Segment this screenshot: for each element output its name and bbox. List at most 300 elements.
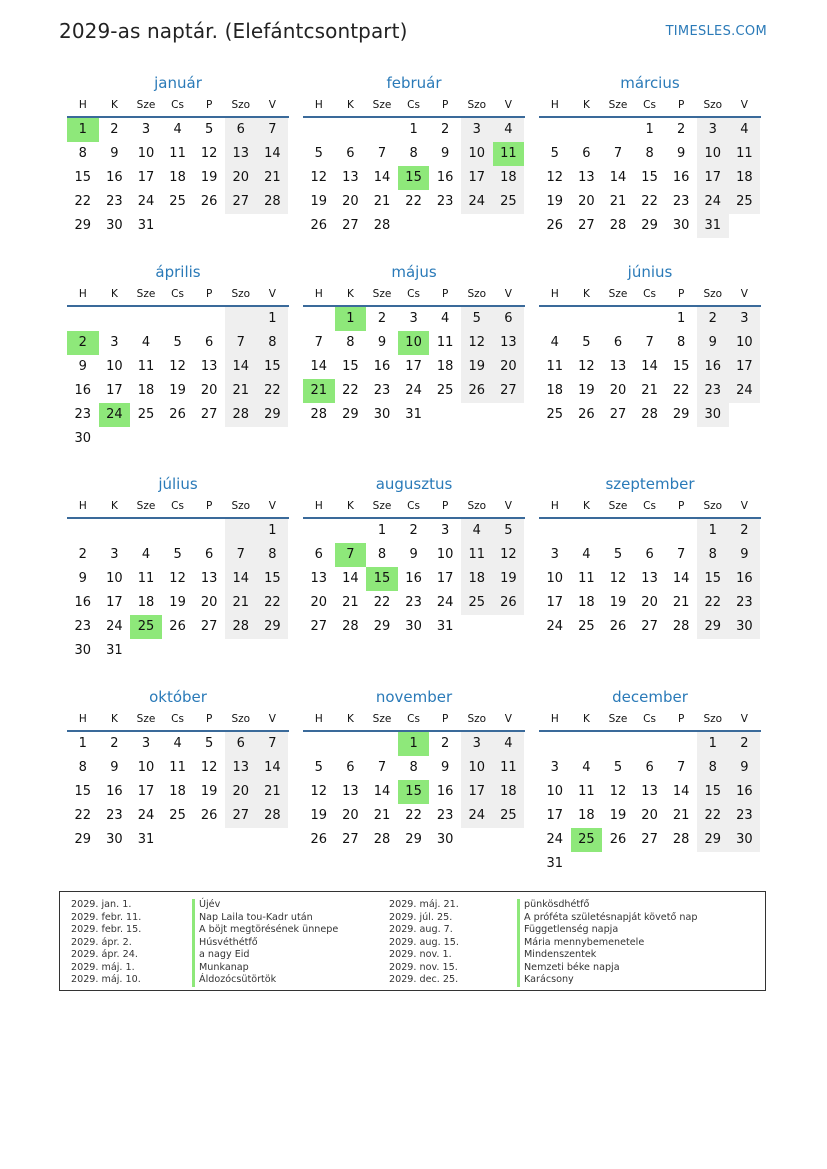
day-cell: 9 <box>377 335 387 350</box>
weekday-label: Cs <box>643 713 656 725</box>
day-cell: 1 <box>257 519 289 543</box>
day-cell: 11 <box>169 146 186 161</box>
day-cell: 5 <box>461 307 493 331</box>
day-cell: 15 <box>74 784 92 799</box>
day-cell: 4 <box>550 335 559 350</box>
day-cell: 27 <box>225 804 257 828</box>
day-cell: 4 <box>173 736 182 751</box>
day-cell: 3 <box>729 307 761 331</box>
weekday-label: Szo <box>467 713 487 725</box>
weekday-label: K <box>346 713 354 725</box>
day-cell: 23 <box>106 194 123 209</box>
legend-date: 2029. febr. 11. <box>71 911 142 923</box>
legend-date: 2029. aug. 15. <box>389 936 459 948</box>
day-cell: 23 <box>106 808 123 823</box>
day-cell: 9 <box>697 331 729 355</box>
weekday-label: P <box>206 713 213 725</box>
empty-cell <box>99 307 131 331</box>
empty-cell <box>193 307 225 331</box>
empty-cell <box>193 427 225 451</box>
day-cell: 22 <box>373 595 391 610</box>
day-cell: 10 <box>106 359 123 374</box>
weekday-label: Szo <box>703 99 723 111</box>
day-cell: 25 <box>169 194 186 209</box>
day-cell: 26 <box>310 218 328 233</box>
weekday-label: P <box>442 713 449 725</box>
day-cell: 10 <box>546 571 564 586</box>
weekday-label: Sze <box>136 500 156 512</box>
day-cell: 21 <box>342 595 359 610</box>
day-cell: 15 <box>672 359 690 374</box>
day-cell: 10 <box>546 784 564 799</box>
weekday-label: V <box>268 713 276 725</box>
day-cell: 6 <box>346 760 355 775</box>
day-cell: 12 <box>169 571 186 586</box>
day-cell: 29 <box>257 615 289 639</box>
empty-cell <box>303 118 335 142</box>
day-cell: 17 <box>461 780 493 804</box>
empty-cell <box>257 639 289 663</box>
day-cell: 26 <box>169 407 186 422</box>
weekday-label: P <box>678 500 685 512</box>
day-cell: 13 <box>493 331 525 355</box>
day-cell: 15 <box>641 170 658 185</box>
day-cell: 9 <box>729 756 761 780</box>
weekday-label: Szo <box>703 500 723 512</box>
day-cell: 20 <box>641 808 658 823</box>
month-name: július <box>158 475 198 493</box>
day-cell: 29 <box>257 403 289 427</box>
legend-date: 2029. ápr. 24. <box>71 949 138 960</box>
day-cell: 23 <box>74 407 92 422</box>
empty-cell <box>162 519 194 543</box>
empty-cell <box>130 307 162 331</box>
legend-holiday-name: Áldozócsütörtök <box>192 974 338 987</box>
day-cell: 23 <box>405 595 422 610</box>
weekday-label: V <box>740 500 748 512</box>
empty-cell <box>539 519 571 543</box>
day-cell: 15 <box>257 567 289 591</box>
day-cell: 3 <box>550 760 559 775</box>
day-cell: 1 <box>697 732 729 756</box>
day-cell: 17 <box>546 595 564 610</box>
weekday-label: V <box>504 500 512 512</box>
day-cell: 29 <box>405 832 422 847</box>
day-cell: 10 <box>461 756 493 780</box>
legend-holiday-name: A próféta születésnapját követő nap <box>517 912 697 925</box>
day-cell: 25 <box>493 804 525 828</box>
brand-link[interactable]: TIMESLES.COM <box>665 24 767 39</box>
empty-cell <box>634 519 666 543</box>
legend-date: 2029. nov. 15. <box>389 961 458 973</box>
day-grid <box>539 519 761 639</box>
empty-cell <box>130 639 162 663</box>
legend-holiday-name: Függetlenség napja <box>517 924 697 937</box>
weekday-label: Cs <box>643 99 656 111</box>
day-cell: 23 <box>729 591 761 615</box>
day-cell: 28 <box>672 832 690 847</box>
day-cell: 2 <box>441 736 450 751</box>
month-november <box>303 686 525 852</box>
weekday-label: Szo <box>467 288 487 300</box>
weekday-label: Sze <box>372 713 392 725</box>
day-cell: 29 <box>672 407 690 422</box>
day-cell: 16 <box>436 170 454 185</box>
weekday-header <box>539 94 761 118</box>
day-cell: 14 <box>672 571 690 586</box>
day-cell: 6 <box>225 118 257 142</box>
day-cell: 3 <box>441 523 450 538</box>
day-cell: 13 <box>200 359 218 374</box>
weekday-header <box>303 283 525 307</box>
day-cell: 30 <box>436 832 454 847</box>
empty-cell <box>130 427 162 451</box>
empty-cell <box>429 403 461 427</box>
day-cell: 27 <box>200 619 218 634</box>
day-cell: 24 <box>405 383 422 398</box>
day-cell: 28 <box>225 615 257 639</box>
day-cell: 13 <box>641 571 658 586</box>
empty-cell <box>257 214 289 238</box>
empty-cell <box>193 828 225 852</box>
day-cell: 5 <box>173 335 182 350</box>
weekday-label: Sze <box>608 288 628 300</box>
day-cell: 18 <box>493 166 525 190</box>
legend-holiday-name: Mária mennybemenetele <box>517 937 697 950</box>
day-cell: 24 <box>546 832 564 847</box>
day-cell: 13 <box>342 170 359 185</box>
weekday-label: H <box>78 713 87 725</box>
day-cell: 8 <box>78 146 87 161</box>
day-cell: 13 <box>578 170 595 185</box>
day-cell: 27 <box>641 832 658 847</box>
day-cell: 15 <box>398 166 430 190</box>
day-cell: 5 <box>493 519 525 543</box>
day-cell: 20 <box>225 780 257 804</box>
empty-cell <box>602 732 634 756</box>
empty-cell <box>225 639 257 663</box>
empty-cell <box>366 732 398 756</box>
legend-date: 2029. ápr. 2. <box>71 936 132 948</box>
day-cell: 2 <box>110 736 119 751</box>
empty-cell <box>303 519 335 543</box>
empty-cell <box>634 732 666 756</box>
empty-cell <box>665 519 697 543</box>
weekday-label: H <box>78 99 87 111</box>
empty-cell <box>225 214 257 238</box>
empty-cell <box>335 519 367 543</box>
weekday-label: V <box>268 500 276 512</box>
weekday-label: Cs <box>171 99 184 111</box>
day-cell: 17 <box>137 784 155 799</box>
day-cell: 6 <box>314 547 323 562</box>
weekday-label: Sze <box>372 288 392 300</box>
day-cell: 31 <box>137 832 155 847</box>
empty-cell <box>193 519 225 543</box>
day-cell: 9 <box>677 146 686 161</box>
day-cell: 11 <box>169 760 186 775</box>
weekday-label: Szo <box>703 713 723 725</box>
day-cell: 22 <box>342 383 359 398</box>
day-cell: 14 <box>641 359 658 374</box>
empty-cell <box>493 403 525 427</box>
day-cell: 27 <box>225 190 257 214</box>
empty-cell <box>193 214 225 238</box>
day-cell: 3 <box>110 547 119 562</box>
day-cell: 24 <box>137 194 155 209</box>
day-cell: 12 <box>546 170 564 185</box>
month-április <box>67 261 289 451</box>
weekday-label: Cs <box>171 288 184 300</box>
weekday-label: Cs <box>407 288 420 300</box>
day-cell: 5 <box>205 736 214 751</box>
day-grid <box>67 732 289 852</box>
day-cell: 21 <box>672 595 690 610</box>
day-cell: 28 <box>342 619 359 634</box>
day-cell: 18 <box>546 383 564 398</box>
month-március <box>539 72 761 238</box>
month-name: május <box>391 263 437 281</box>
day-cell: 8 <box>78 760 87 775</box>
day-cell: 5 <box>613 760 623 775</box>
weekday-label: V <box>740 99 748 111</box>
day-cell: 8 <box>677 335 686 350</box>
day-cell: 23 <box>436 194 454 209</box>
day-cell: 11 <box>493 756 525 780</box>
legend-holiday-name: a nagy Eid <box>192 949 338 962</box>
day-cell: 2 <box>377 311 387 326</box>
day-cell: 14 <box>373 170 391 185</box>
day-cell: 1 <box>697 519 729 543</box>
empty-cell <box>539 307 571 331</box>
weekday-label: H <box>550 288 559 300</box>
empty-cell <box>162 214 194 238</box>
legend-holiday-name: Nemzeti béke napja <box>517 962 697 975</box>
empty-cell <box>99 427 131 451</box>
day-cell: 30 <box>106 832 123 847</box>
day-cell: 8 <box>409 146 418 161</box>
day-cell: 25 <box>571 828 603 852</box>
day-cell: 7 <box>314 335 323 350</box>
day-cell: 5 <box>205 122 214 137</box>
empty-cell <box>130 519 162 543</box>
empty-cell <box>303 732 335 756</box>
day-cell: 24 <box>99 403 131 427</box>
weekday-label: Cs <box>643 500 656 512</box>
day-cell: 4 <box>461 519 493 543</box>
day-cell: 24 <box>436 595 454 610</box>
day-cell: 17 <box>461 166 493 190</box>
day-cell: 7 <box>677 760 686 775</box>
day-cell: 15 <box>697 567 729 591</box>
day-cell: 15 <box>398 780 430 804</box>
day-cell: 4 <box>141 335 151 350</box>
day-cell: 20 <box>310 595 328 610</box>
empty-cell <box>697 852 729 876</box>
day-cell: 18 <box>461 567 493 591</box>
month-name: szeptember <box>605 475 695 493</box>
day-cell: 24 <box>546 619 564 634</box>
weekday-header <box>67 708 289 732</box>
weekday-label: K <box>110 500 118 512</box>
weekday-label: P <box>678 99 685 111</box>
day-grid <box>67 118 289 238</box>
day-cell: 14 <box>373 784 391 799</box>
day-grid <box>539 307 761 427</box>
day-cell: 17 <box>106 383 123 398</box>
weekday-label: Cs <box>407 500 420 512</box>
legend-holiday-name: Újév <box>192 899 338 912</box>
day-cell: 5 <box>314 760 323 775</box>
weekday-label: H <box>78 500 87 512</box>
day-cell: 25 <box>130 615 162 639</box>
day-cell: 18 <box>493 780 525 804</box>
day-cell: 21 <box>303 379 335 403</box>
day-cell: 31 <box>546 856 564 871</box>
weekday-label: Szo <box>467 99 487 111</box>
day-cell: 21 <box>257 780 289 804</box>
day-cell: 6 <box>493 307 525 331</box>
empty-cell <box>602 307 634 331</box>
day-cell: 19 <box>169 383 186 398</box>
month-június <box>539 261 761 427</box>
day-cell: 19 <box>546 194 564 209</box>
day-cell: 17 <box>546 808 564 823</box>
day-cell: 28 <box>310 407 328 422</box>
day-cell: 29 <box>74 218 92 233</box>
day-cell: 26 <box>310 832 328 847</box>
day-cell: 6 <box>205 547 214 562</box>
day-cell: 17 <box>137 170 155 185</box>
empty-cell <box>461 214 493 238</box>
day-cell: 17 <box>405 359 422 374</box>
day-cell: 12 <box>493 543 525 567</box>
weekday-label: K <box>110 99 118 111</box>
day-cell: 6 <box>645 760 654 775</box>
weekday-label: Sze <box>136 288 156 300</box>
day-cell: 11 <box>461 543 493 567</box>
empty-cell <box>225 307 257 331</box>
empty-cell <box>571 307 603 331</box>
weekday-label: H <box>550 500 559 512</box>
day-cell: 9 <box>441 760 450 775</box>
empty-cell <box>571 118 603 142</box>
day-cell: 12 <box>578 359 595 374</box>
weekday-label: K <box>346 99 354 111</box>
day-cell: 31 <box>697 214 729 238</box>
month-augusztus <box>303 473 525 639</box>
weekday-label: Szo <box>703 288 723 300</box>
day-cell: 21 <box>225 379 257 403</box>
empty-cell <box>729 214 761 238</box>
day-cell: 31 <box>106 643 123 658</box>
day-cell: 13 <box>641 784 658 799</box>
day-cell: 14 <box>609 170 627 185</box>
day-cell: 6 <box>613 335 623 350</box>
day-cell: 15 <box>257 355 289 379</box>
day-cell: 11 <box>493 142 525 166</box>
empty-cell <box>366 118 398 142</box>
day-cell: 24 <box>697 190 729 214</box>
weekday-label: Szo <box>231 713 251 725</box>
day-cell: 31 <box>405 407 422 422</box>
day-cell: 7 <box>377 146 387 161</box>
day-cell: 17 <box>436 571 454 586</box>
day-cell: 21 <box>672 808 690 823</box>
day-cell: 20 <box>493 355 525 379</box>
day-cell: 2 <box>409 523 418 538</box>
day-cell: 5 <box>582 335 591 350</box>
day-cell: 6 <box>645 547 654 562</box>
weekday-label: K <box>346 288 354 300</box>
day-grid <box>303 732 525 852</box>
day-cell: 11 <box>578 784 595 799</box>
day-cell: 22 <box>257 591 289 615</box>
day-cell: 4 <box>582 547 591 562</box>
day-cell: 26 <box>609 619 627 634</box>
empty-cell <box>602 519 634 543</box>
day-cell: 2 <box>78 547 87 562</box>
day-cell: 12 <box>169 359 186 374</box>
day-cell: 7 <box>677 547 686 562</box>
day-cell: 20 <box>578 194 595 209</box>
day-cell: 30 <box>74 431 92 446</box>
empty-cell <box>303 307 335 331</box>
day-cell: 2 <box>441 122 450 137</box>
day-cell: 16 <box>729 567 761 591</box>
empty-cell <box>571 519 603 543</box>
weekday-label: V <box>268 99 276 111</box>
legend-holiday-name: A böjt megtörésének ünnepe <box>192 924 338 937</box>
month-december <box>539 686 761 876</box>
day-cell: 7 <box>335 543 367 567</box>
weekday-label: H <box>314 99 323 111</box>
weekday-label: K <box>582 288 590 300</box>
empty-cell <box>162 307 194 331</box>
day-grid <box>539 118 761 238</box>
day-cell: 31 <box>436 619 454 634</box>
day-cell: 10 <box>137 760 155 775</box>
day-cell: 23 <box>697 379 729 403</box>
month-július <box>67 473 289 663</box>
empty-cell <box>225 828 257 852</box>
weekday-label: P <box>678 713 685 725</box>
day-cell: 4 <box>493 732 525 756</box>
empty-cell <box>539 732 571 756</box>
day-cell: 24 <box>729 379 761 403</box>
empty-cell <box>729 403 761 427</box>
month-február <box>303 72 525 238</box>
day-cell: 9 <box>78 359 87 374</box>
day-cell: 21 <box>609 194 627 209</box>
day-cell: 16 <box>697 355 729 379</box>
month-name: június <box>627 263 673 281</box>
weekday-header <box>67 94 289 118</box>
day-cell: 28 <box>225 403 257 427</box>
day-cell: 21 <box>641 383 658 398</box>
empty-cell <box>67 307 99 331</box>
day-cell: 27 <box>493 379 525 403</box>
day-cell: 21 <box>373 194 391 209</box>
day-cell: 23 <box>74 619 92 634</box>
legend-date: 2029. júl. 25. <box>389 911 453 923</box>
day-cell: 13 <box>310 571 328 586</box>
day-cell: 12 <box>461 331 493 355</box>
weekday-label: P <box>442 500 449 512</box>
weekday-label: H <box>550 713 559 725</box>
weekday-label: P <box>442 99 449 111</box>
day-cell: 13 <box>342 784 359 799</box>
